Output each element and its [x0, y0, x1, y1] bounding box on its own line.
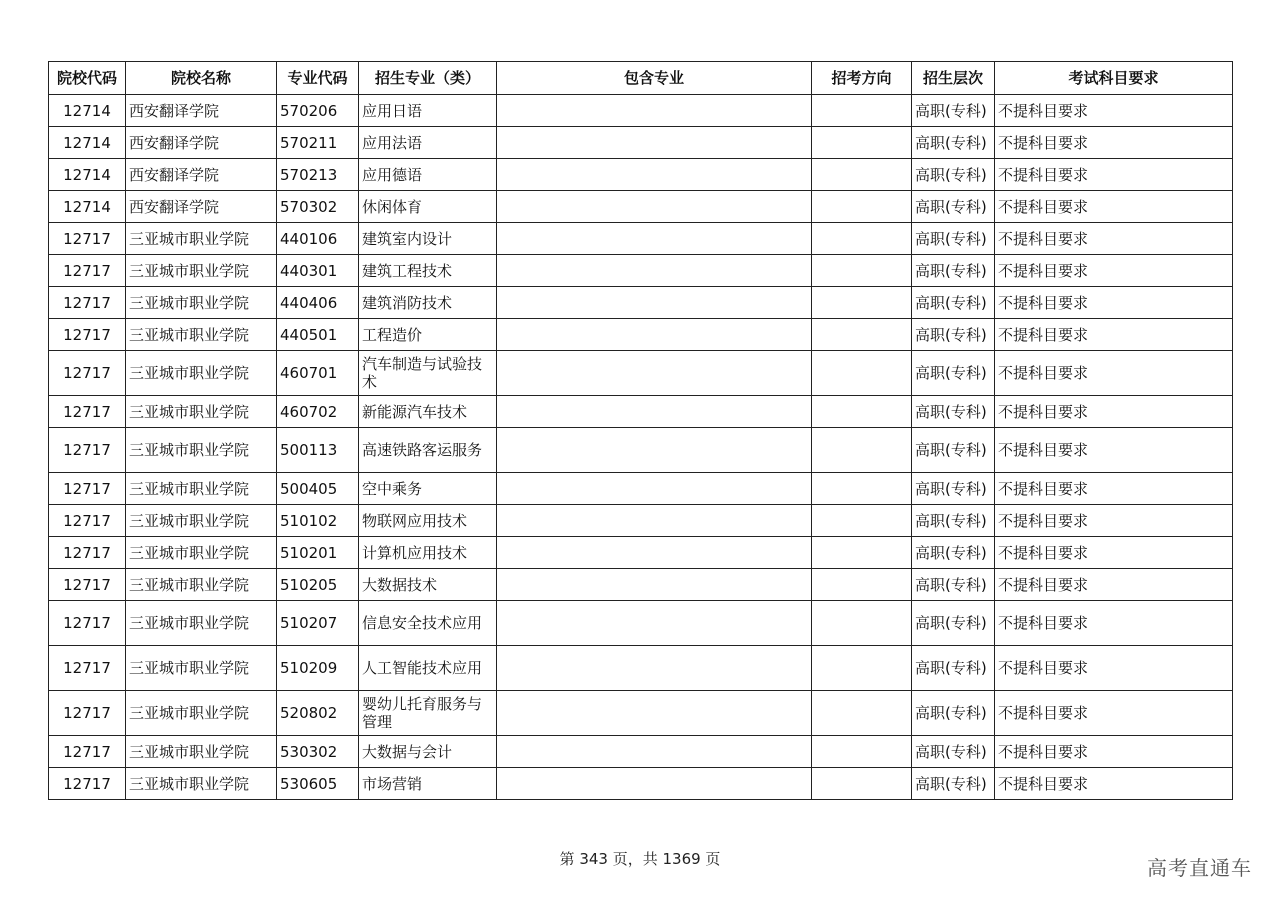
table-row — [49, 396, 1233, 428]
included-majors-cell — [497, 223, 812, 255]
level-cell: 高职(专科) — [912, 505, 995, 537]
table-row — [49, 768, 1233, 800]
school-code-cell: 12717 — [49, 351, 126, 396]
included-majors-cell — [497, 428, 812, 473]
major-code-cell: 500405 — [277, 473, 359, 505]
included-majors-cell — [497, 646, 812, 691]
school-code-cell: 12717 — [49, 601, 126, 646]
level-cell: 高职(专科) — [912, 127, 995, 159]
requirement-cell: 不提科目要求 — [995, 351, 1233, 396]
header-requirement: 考试科目要求 — [995, 62, 1233, 95]
included-majors-cell — [497, 319, 812, 351]
direction-cell — [812, 396, 912, 428]
school-name-cell: 三亚城市职业学院 — [126, 768, 277, 800]
school-name-cell: 三亚城市职业学院 — [126, 351, 277, 396]
included-majors-cell — [497, 287, 812, 319]
header-included-majors: 包含专业 — [497, 62, 812, 95]
requirement-cell: 不提科目要求 — [995, 159, 1233, 191]
table-row — [49, 691, 1233, 736]
major-code-cell: 440501 — [277, 319, 359, 351]
requirement-cell: 不提科目要求 — [995, 768, 1233, 800]
table-row — [49, 569, 1233, 601]
level-cell: 高职(专科) — [912, 601, 995, 646]
requirement-cell: 不提科目要求 — [995, 95, 1233, 127]
major-code-cell: 530605 — [277, 768, 359, 800]
major-code-cell: 510209 — [277, 646, 359, 691]
included-majors-cell — [497, 569, 812, 601]
major-cell: 大数据技术 — [359, 569, 497, 601]
major-cell: 建筑工程技术 — [359, 255, 497, 287]
major-cell: 市场营销 — [359, 768, 497, 800]
major-cell: 物联网应用技术 — [359, 505, 497, 537]
major-cell: 人工智能技术应用 — [359, 646, 497, 691]
included-majors-cell — [497, 191, 812, 223]
school-code-cell: 12717 — [49, 736, 126, 768]
requirement-cell: 不提科目要求 — [995, 601, 1233, 646]
direction-cell — [812, 159, 912, 191]
included-majors-cell — [497, 255, 812, 287]
major-cell: 信息安全技术应用 — [359, 601, 497, 646]
table-body — [49, 95, 1233, 800]
major-cell: 汽车制造与试验技术 — [359, 351, 497, 396]
included-majors-cell — [497, 127, 812, 159]
school-name-cell: 三亚城市职业学院 — [126, 537, 277, 569]
school-code-cell: 12717 — [49, 473, 126, 505]
major-code-cell: 440406 — [277, 287, 359, 319]
school-name-cell: 西安翻译学院 — [126, 127, 277, 159]
school-name-cell: 三亚城市职业学院 — [126, 736, 277, 768]
major-cell: 大数据与会计 — [359, 736, 497, 768]
school-name-cell: 西安翻译学院 — [126, 159, 277, 191]
level-cell: 高职(专科) — [912, 736, 995, 768]
level-cell: 高职(专科) — [912, 159, 995, 191]
included-majors-cell — [497, 537, 812, 569]
direction-cell — [812, 569, 912, 601]
school-name-cell: 三亚城市职业学院 — [126, 223, 277, 255]
requirement-cell: 不提科目要求 — [995, 691, 1233, 736]
school-code-cell: 12717 — [49, 223, 126, 255]
direction-cell — [812, 351, 912, 396]
requirement-cell: 不提科目要求 — [995, 537, 1233, 569]
watermark: 高考直通车 — [1147, 856, 1252, 880]
level-cell: 高职(专科) — [912, 95, 995, 127]
major-code-cell: 570213 — [277, 159, 359, 191]
school-code-cell: 12714 — [49, 95, 126, 127]
direction-cell — [812, 646, 912, 691]
school-name-cell: 三亚城市职业学院 — [126, 255, 277, 287]
included-majors-cell — [497, 159, 812, 191]
direction-cell — [812, 537, 912, 569]
table-row — [49, 428, 1233, 473]
school-code-cell: 12717 — [49, 319, 126, 351]
table-row — [49, 646, 1233, 691]
level-cell: 高职(专科) — [912, 396, 995, 428]
header-major-code: 专业代码 — [277, 62, 359, 95]
major-cell: 高速铁路客运服务 — [359, 428, 497, 473]
requirement-cell: 不提科目要求 — [995, 223, 1233, 255]
major-code-cell: 510201 — [277, 537, 359, 569]
major-cell: 新能源汽车技术 — [359, 396, 497, 428]
school-name-cell: 三亚城市职业学院 — [126, 428, 277, 473]
requirement-cell: 不提科目要求 — [995, 287, 1233, 319]
major-code-cell: 510207 — [277, 601, 359, 646]
included-majors-cell — [497, 396, 812, 428]
table-header-row — [49, 62, 1233, 95]
major-code-cell: 570302 — [277, 191, 359, 223]
major-cell: 建筑室内设计 — [359, 223, 497, 255]
level-cell: 高职(专科) — [912, 319, 995, 351]
school-code-cell: 12717 — [49, 569, 126, 601]
table-row — [49, 191, 1233, 223]
school-code-cell: 12717 — [49, 396, 126, 428]
school-name-cell: 三亚城市职业学院 — [126, 505, 277, 537]
major-cell: 工程造价 — [359, 319, 497, 351]
school-name-cell: 西安翻译学院 — [126, 191, 277, 223]
level-cell: 高职(专科) — [912, 255, 995, 287]
table-row — [49, 127, 1233, 159]
included-majors-cell — [497, 95, 812, 127]
level-cell: 高职(专科) — [912, 428, 995, 473]
major-code-cell: 440301 — [277, 255, 359, 287]
school-code-cell: 12717 — [49, 646, 126, 691]
direction-cell — [812, 428, 912, 473]
table-row — [49, 95, 1233, 127]
header-school-name: 院校名称 — [126, 62, 277, 95]
level-cell: 高职(专科) — [912, 537, 995, 569]
requirement-cell: 不提科目要求 — [995, 505, 1233, 537]
school-code-cell: 12714 — [49, 191, 126, 223]
school-name-cell: 西安翻译学院 — [126, 95, 277, 127]
table-row — [49, 351, 1233, 396]
school-name-cell: 三亚城市职业学院 — [126, 287, 277, 319]
requirement-cell: 不提科目要求 — [995, 127, 1233, 159]
major-cell: 应用法语 — [359, 127, 497, 159]
requirement-cell: 不提科目要求 — [995, 191, 1233, 223]
included-majors-cell — [497, 351, 812, 396]
school-code-cell: 12714 — [49, 127, 126, 159]
school-name-cell: 三亚城市职业学院 — [126, 646, 277, 691]
level-cell: 高职(专科) — [912, 569, 995, 601]
table-row — [49, 505, 1233, 537]
school-code-cell: 12717 — [49, 287, 126, 319]
direction-cell — [812, 601, 912, 646]
major-cell: 计算机应用技术 — [359, 537, 497, 569]
table-row — [49, 159, 1233, 191]
school-code-cell: 12717 — [49, 505, 126, 537]
major-code-cell: 460701 — [277, 351, 359, 396]
school-name-cell: 三亚城市职业学院 — [126, 473, 277, 505]
table-row — [49, 223, 1233, 255]
level-cell: 高职(专科) — [912, 691, 995, 736]
table-row — [49, 537, 1233, 569]
requirement-cell: 不提科目要求 — [995, 473, 1233, 505]
major-cell: 应用日语 — [359, 95, 497, 127]
major-code-cell: 510102 — [277, 505, 359, 537]
major-code-cell: 570211 — [277, 127, 359, 159]
school-code-cell: 12717 — [49, 255, 126, 287]
header-direction: 招考方向 — [812, 62, 912, 95]
requirement-cell: 不提科目要求 — [995, 319, 1233, 351]
level-cell: 高职(专科) — [912, 646, 995, 691]
major-code-cell: 570206 — [277, 95, 359, 127]
included-majors-cell — [497, 691, 812, 736]
level-cell: 高职(专科) — [912, 768, 995, 800]
included-majors-cell — [497, 736, 812, 768]
school-name-cell: 三亚城市职业学院 — [126, 691, 277, 736]
requirement-cell: 不提科目要求 — [995, 736, 1233, 768]
direction-cell — [812, 319, 912, 351]
level-cell: 高职(专科) — [912, 473, 995, 505]
header-major: 招生专业（类） — [359, 62, 497, 95]
level-cell: 高职(专科) — [912, 351, 995, 396]
school-code-cell: 12717 — [49, 768, 126, 800]
direction-cell — [812, 768, 912, 800]
requirement-cell: 不提科目要求 — [995, 646, 1233, 691]
direction-cell — [812, 255, 912, 287]
school-name-cell: 三亚城市职业学院 — [126, 569, 277, 601]
level-cell: 高职(专科) — [912, 223, 995, 255]
school-code-cell: 12717 — [49, 537, 126, 569]
major-cell: 空中乘务 — [359, 473, 497, 505]
direction-cell — [812, 473, 912, 505]
major-code-cell: 530302 — [277, 736, 359, 768]
level-cell: 高职(专科) — [912, 287, 995, 319]
included-majors-cell — [497, 601, 812, 646]
major-code-cell: 460702 — [277, 396, 359, 428]
requirement-cell: 不提科目要求 — [995, 428, 1233, 473]
direction-cell — [812, 691, 912, 736]
header-school-code: 院校代码 — [49, 62, 126, 95]
major-cell: 婴幼儿托育服务与管理 — [359, 691, 497, 736]
major-code-cell: 500113 — [277, 428, 359, 473]
school-code-cell: 12717 — [49, 428, 126, 473]
direction-cell — [812, 505, 912, 537]
major-cell: 休闲体育 — [359, 191, 497, 223]
table-row — [49, 319, 1233, 351]
school-name-cell: 三亚城市职业学院 — [126, 396, 277, 428]
table-row — [49, 473, 1233, 505]
direction-cell — [812, 736, 912, 768]
direction-cell — [812, 95, 912, 127]
requirement-cell: 不提科目要求 — [995, 396, 1233, 428]
table-row — [49, 601, 1233, 646]
direction-cell — [812, 127, 912, 159]
level-cell: 高职(专科) — [912, 191, 995, 223]
table-row — [49, 736, 1233, 768]
school-name-cell: 三亚城市职业学院 — [126, 319, 277, 351]
school-code-cell: 12717 — [49, 691, 126, 736]
header-level: 招生层次 — [912, 62, 995, 95]
table-row — [49, 255, 1233, 287]
page-footer: 第 343 页，共 1369 页 — [559, 850, 721, 868]
requirement-cell: 不提科目要求 — [995, 569, 1233, 601]
direction-cell — [812, 223, 912, 255]
major-cell: 建筑消防技术 — [359, 287, 497, 319]
included-majors-cell — [497, 505, 812, 537]
major-code-cell: 510205 — [277, 569, 359, 601]
table-row — [49, 287, 1233, 319]
school-name-cell: 三亚城市职业学院 — [126, 601, 277, 646]
included-majors-cell — [497, 768, 812, 800]
school-code-cell: 12714 — [49, 159, 126, 191]
direction-cell — [812, 287, 912, 319]
requirement-cell: 不提科目要求 — [995, 255, 1233, 287]
enrollment-table — [48, 61, 1233, 800]
major-cell: 应用德语 — [359, 159, 497, 191]
included-majors-cell — [497, 473, 812, 505]
major-code-cell: 520802 — [277, 691, 359, 736]
direction-cell — [812, 191, 912, 223]
major-code-cell: 440106 — [277, 223, 359, 255]
